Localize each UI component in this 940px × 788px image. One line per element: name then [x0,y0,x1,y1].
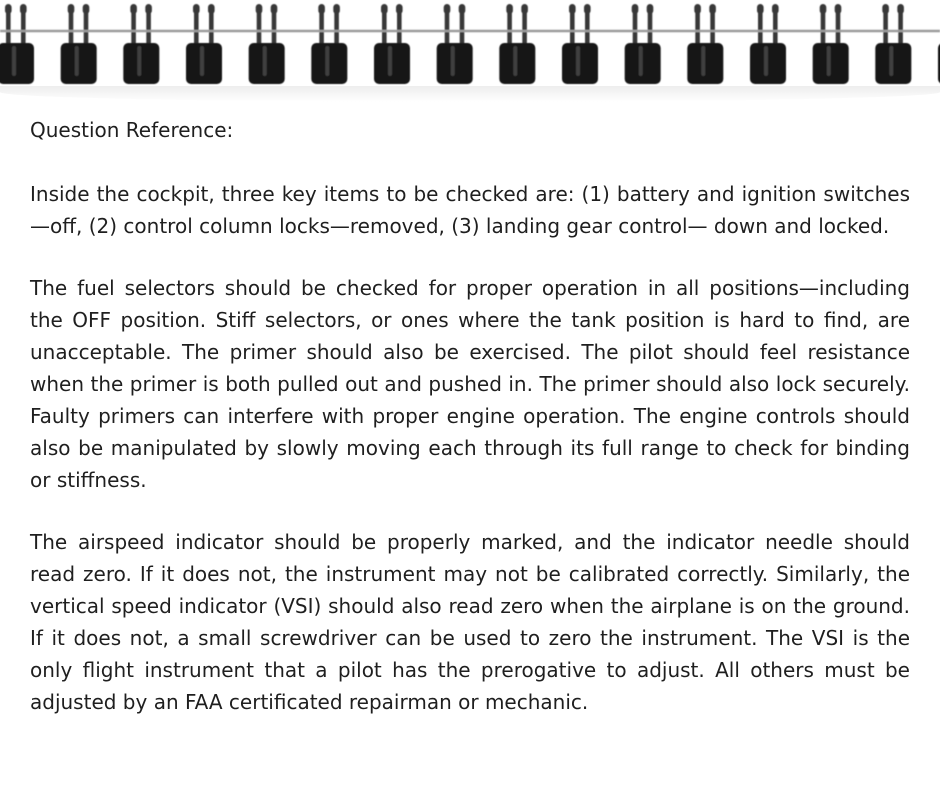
paragraph: The fuel selectors should be checked for proper operation in all positions—including the OFF position. Stiff selectors, or ones where the tank position is hard to find, are unacceptable. The primer should also be exercised. The pilot should feel resistance when the primer is both pulled out and pushed in. The primer should also lock securely. Faulty primers can interfere with proper engine operation. The engine controls should also be manipulated by slowly moving each through its full range to check for binding or stiffness. [30,276,910,492]
page-title: Question Reference: [30,118,234,142]
paragraph: The airspeed indicator should be properly marked, and the indicator needle should read zero. If it does not, the instrument may not be calibrated correctly. Similarly, the vertical speed indicator (VSI) should also read zero when the airplane is on the ground. If it does not, a small screwdriver can be used to zero the instrument. The VSI is the only flight instrument that a pilot has the prerogative to adjust. All others must be adjusted by an FAA certificated repairman or mechanic. [30,530,910,714]
paragraph: Inside the cockpit, three key items to be checked are: (1) battery and ignition switches —off, (2) control column locks—removed, (3) landing gear control— down and locked. [30,182,910,238]
document-content [30,114,910,748]
paragraph-list [30,178,910,718]
